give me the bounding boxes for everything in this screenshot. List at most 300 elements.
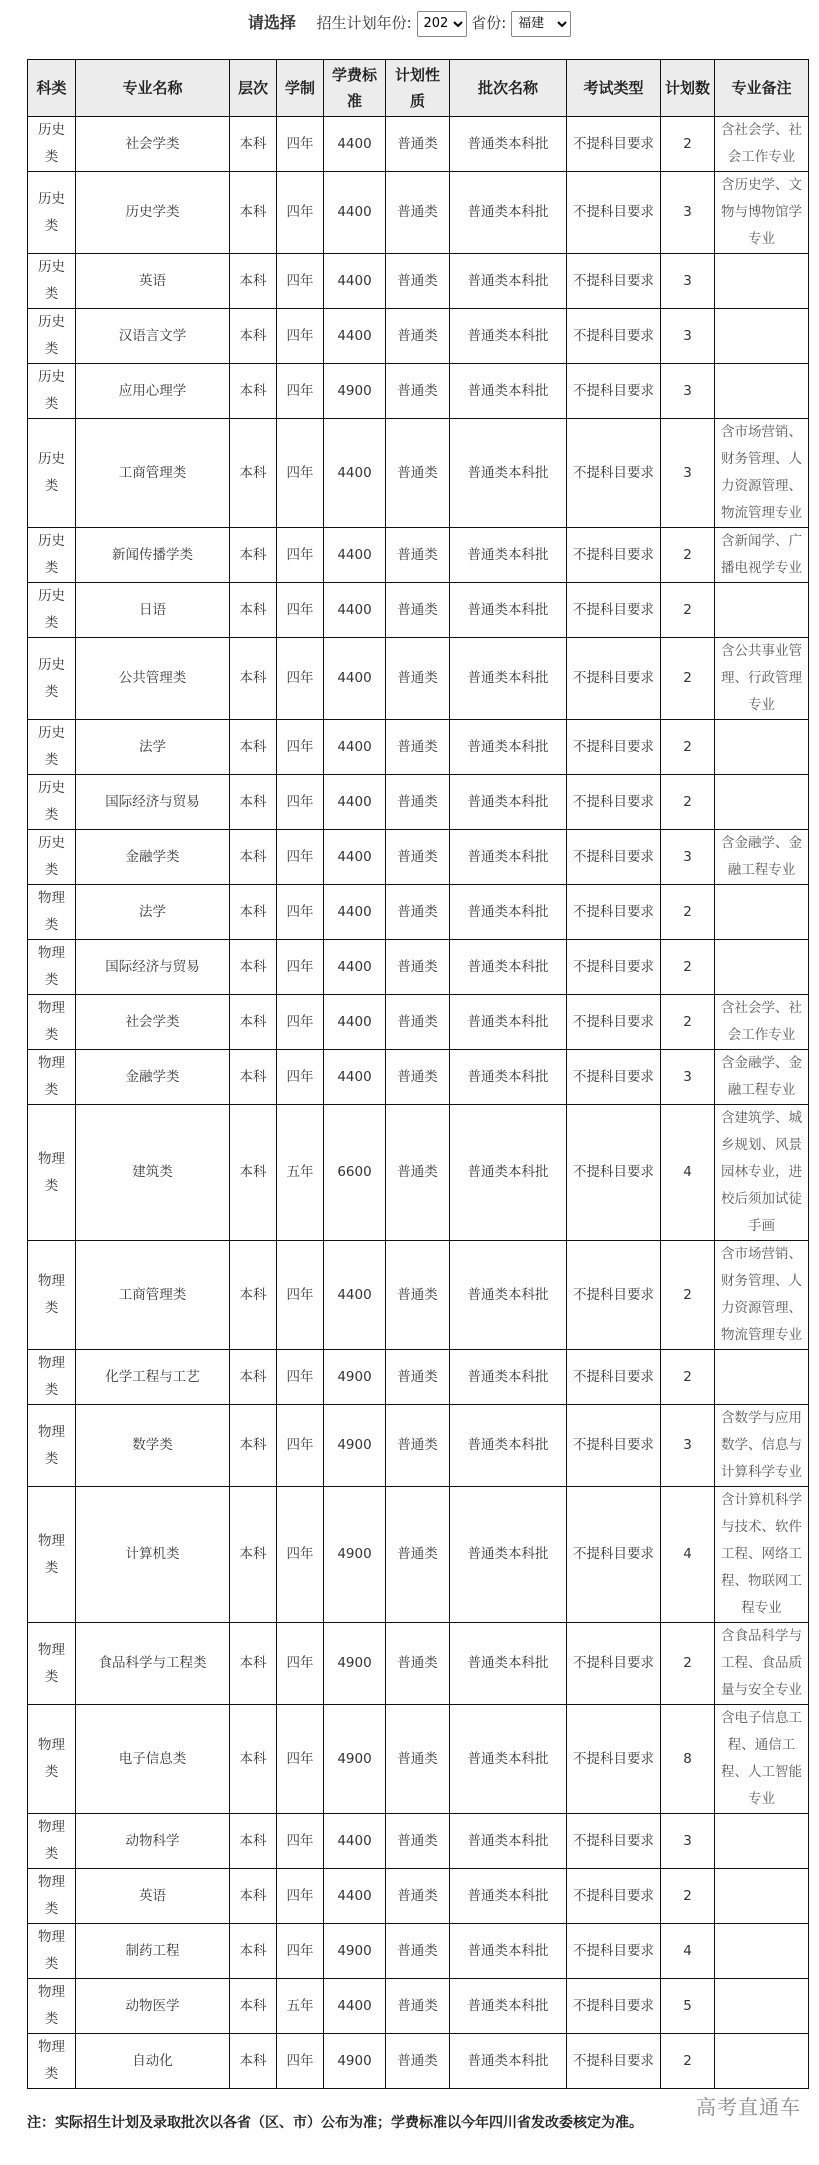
cell-major-name: 建筑类 — [76, 1105, 230, 1241]
cell-duration: 四年 — [277, 1924, 324, 1979]
cell-batch-name: 普通类本科批 — [450, 1241, 567, 1350]
cell-exam-type: 不提科目要求 — [567, 309, 661, 364]
cell-tuition: 4400 — [324, 528, 386, 583]
cell-plan-type: 普通类 — [386, 1814, 450, 1869]
cell-plan-count: 2 — [661, 1623, 715, 1705]
cell-major-notes: 含计算机科学与技术、软件工程、网络工程、物联网工程专业 — [715, 1487, 809, 1623]
cell-batch-name: 普通类本科批 — [450, 995, 567, 1050]
cell-subject-category: 物理类 — [28, 1924, 76, 1979]
cell-level: 本科 — [230, 1105, 277, 1241]
cell-subject-category: 历史类 — [28, 720, 76, 775]
cell-level: 本科 — [230, 1814, 277, 1869]
cell-tuition: 4400 — [324, 419, 386, 528]
cell-plan-count: 3 — [661, 419, 715, 528]
province-label: 省份: — [471, 14, 507, 32]
cell-plan-type: 普通类 — [386, 1869, 450, 1924]
cell-subject-category: 物理类 — [28, 940, 76, 995]
cell-major-notes: 含历史学、文物与博物馆学专业 — [715, 172, 809, 254]
cell-tuition: 4900 — [324, 1350, 386, 1405]
cell-batch-name: 普通类本科批 — [450, 638, 567, 720]
cell-batch-name: 普通类本科批 — [450, 1105, 567, 1241]
cell-plan-count: 3 — [661, 1814, 715, 1869]
table-row — [28, 309, 809, 364]
cell-plan-type: 普通类 — [386, 720, 450, 775]
cell-tuition: 4400 — [324, 172, 386, 254]
cell-duration: 四年 — [277, 1050, 324, 1105]
cell-major-name: 制药工程 — [76, 1924, 230, 1979]
cell-plan-count: 2 — [661, 1350, 715, 1405]
cell-subject-category: 物理类 — [28, 2034, 76, 2089]
cell-level: 本科 — [230, 995, 277, 1050]
cell-major-name: 电子信息类 — [76, 1705, 230, 1814]
cell-plan-count: 3 — [661, 830, 715, 885]
cell-batch-name: 普通类本科批 — [450, 117, 567, 172]
header-major-notes: 专业备注 — [715, 60, 809, 117]
cell-exam-type: 不提科目要求 — [567, 775, 661, 830]
cell-major-notes — [715, 1924, 809, 1979]
cell-batch-name: 普通类本科批 — [450, 1814, 567, 1869]
cell-level: 本科 — [230, 1924, 277, 1979]
cell-plan-count: 2 — [661, 720, 715, 775]
table-row — [28, 1924, 809, 1979]
cell-plan-type: 普通类 — [386, 940, 450, 995]
cell-tuition: 4400 — [324, 583, 386, 638]
header-tuition: 学费标准 — [324, 60, 386, 117]
table-row — [28, 172, 809, 254]
cell-level: 本科 — [230, 364, 277, 419]
enrollment-plan-table — [27, 59, 809, 2089]
cell-exam-type: 不提科目要求 — [567, 1405, 661, 1487]
cell-exam-type: 不提科目要求 — [567, 1241, 661, 1350]
cell-major-name: 英语 — [76, 1869, 230, 1924]
cell-major-notes — [715, 1869, 809, 1924]
cell-major-name: 国际经济与贸易 — [76, 940, 230, 995]
cell-subject-category: 物理类 — [28, 1350, 76, 1405]
cell-major-name: 动物医学 — [76, 1979, 230, 2034]
cell-level: 本科 — [230, 885, 277, 940]
cell-duration: 四年 — [277, 885, 324, 940]
header-subject-category: 科类 — [28, 60, 76, 117]
cell-major-name: 工商管理类 — [76, 419, 230, 528]
cell-plan-type: 普通类 — [386, 1705, 450, 1814]
table-row — [28, 583, 809, 638]
cell-subject-category: 历史类 — [28, 830, 76, 885]
cell-exam-type: 不提科目要求 — [567, 1350, 661, 1405]
cell-duration: 四年 — [277, 720, 324, 775]
cell-subject-category: 物理类 — [28, 1241, 76, 1350]
cell-exam-type: 不提科目要求 — [567, 1869, 661, 1924]
cell-duration: 四年 — [277, 1869, 324, 1924]
cell-plan-count: 4 — [661, 1924, 715, 1979]
cell-plan-count: 4 — [661, 1105, 715, 1241]
cell-plan-count: 2 — [661, 995, 715, 1050]
cell-subject-category: 物理类 — [28, 1979, 76, 2034]
cell-subject-category: 历史类 — [28, 528, 76, 583]
table-row — [28, 419, 809, 528]
cell-plan-type: 普通类 — [386, 364, 450, 419]
cell-major-notes — [715, 1350, 809, 1405]
cell-major-notes: 含社会学、社会工作专业 — [715, 117, 809, 172]
cell-major-notes: 含社会学、社会工作专业 — [715, 995, 809, 1050]
cell-exam-type: 不提科目要求 — [567, 1050, 661, 1105]
cell-exam-type: 不提科目要求 — [567, 1924, 661, 1979]
cell-tuition: 4400 — [324, 1979, 386, 2034]
cell-batch-name: 普通类本科批 — [450, 254, 567, 309]
table-row — [28, 1487, 809, 1623]
cell-major-name: 法学 — [76, 885, 230, 940]
cell-plan-type: 普通类 — [386, 830, 450, 885]
cell-subject-category: 物理类 — [28, 1405, 76, 1487]
cell-plan-type: 普通类 — [386, 1241, 450, 1350]
cell-level: 本科 — [230, 1623, 277, 1705]
cell-major-name: 自动化 — [76, 2034, 230, 2089]
cell-tuition: 4400 — [324, 1869, 386, 1924]
cell-duration: 四年 — [277, 940, 324, 995]
cell-level: 本科 — [230, 117, 277, 172]
cell-plan-type: 普通类 — [386, 172, 450, 254]
cell-subject-category: 历史类 — [28, 419, 76, 528]
cell-batch-name: 普通类本科批 — [450, 1623, 567, 1705]
table-row — [28, 1105, 809, 1241]
cell-plan-type: 普通类 — [386, 775, 450, 830]
cell-subject-category: 历史类 — [28, 775, 76, 830]
cell-duration: 四年 — [277, 1487, 324, 1623]
cell-level: 本科 — [230, 775, 277, 830]
cell-plan-type: 普通类 — [386, 1050, 450, 1105]
cell-plan-type: 普通类 — [386, 419, 450, 528]
cell-major-name: 工商管理类 — [76, 1241, 230, 1350]
cell-exam-type: 不提科目要求 — [567, 419, 661, 528]
table-row — [28, 1350, 809, 1405]
cell-exam-type: 不提科目要求 — [567, 254, 661, 309]
cell-tuition: 4900 — [324, 1924, 386, 1979]
cell-exam-type: 不提科目要求 — [567, 1105, 661, 1241]
cell-major-name: 金融学类 — [76, 830, 230, 885]
cell-duration: 四年 — [277, 638, 324, 720]
cell-tuition: 4400 — [324, 638, 386, 720]
cell-major-notes — [715, 254, 809, 309]
cell-major-name: 国际经济与贸易 — [76, 775, 230, 830]
cell-tuition: 4400 — [324, 309, 386, 364]
table-row — [28, 775, 809, 830]
cell-major-notes — [715, 885, 809, 940]
cell-tuition: 4900 — [324, 1705, 386, 1814]
table-row — [28, 117, 809, 172]
table-row — [28, 1405, 809, 1487]
cell-plan-type: 普通类 — [386, 254, 450, 309]
cell-exam-type: 不提科目要求 — [567, 1814, 661, 1869]
cell-plan-type: 普通类 — [386, 2034, 450, 2089]
cell-tuition: 4400 — [324, 775, 386, 830]
cell-batch-name: 普通类本科批 — [450, 885, 567, 940]
cell-subject-category: 历史类 — [28, 583, 76, 638]
cell-exam-type: 不提科目要求 — [567, 885, 661, 940]
cell-level: 本科 — [230, 528, 277, 583]
table-row — [28, 1979, 809, 2034]
cell-exam-type: 不提科目要求 — [567, 1487, 661, 1623]
cell-plan-count: 2 — [661, 2034, 715, 2089]
cell-duration: 五年 — [277, 1105, 324, 1241]
cell-subject-category: 物理类 — [28, 1623, 76, 1705]
cell-level: 本科 — [230, 720, 277, 775]
cell-plan-type: 普通类 — [386, 583, 450, 638]
cell-exam-type: 不提科目要求 — [567, 1979, 661, 2034]
cell-duration: 四年 — [277, 1705, 324, 1814]
cell-plan-type: 普通类 — [386, 1405, 450, 1487]
cell-batch-name: 普通类本科批 — [450, 2034, 567, 2089]
cell-major-notes: 含电子信息工程、通信工程、人工智能专业 — [715, 1705, 809, 1814]
cell-duration: 四年 — [277, 1241, 324, 1350]
cell-batch-name: 普通类本科批 — [450, 1405, 567, 1487]
cell-major-name: 数学类 — [76, 1405, 230, 1487]
cell-major-notes — [715, 1979, 809, 2034]
cell-plan-count: 2 — [661, 775, 715, 830]
cell-duration: 四年 — [277, 117, 324, 172]
cell-batch-name: 普通类本科批 — [450, 1050, 567, 1105]
cell-level: 本科 — [230, 940, 277, 995]
header-plan-type: 计划性质 — [386, 60, 450, 117]
cell-batch-name: 普通类本科批 — [450, 1487, 567, 1623]
cell-plan-count: 2 — [661, 638, 715, 720]
cell-major-notes — [715, 720, 809, 775]
cell-tuition: 4900 — [324, 2034, 386, 2089]
table-row — [28, 1241, 809, 1350]
cell-major-notes: 含数学与应用数学、信息与计算科学专业 — [715, 1405, 809, 1487]
cell-major-name: 社会学类 — [76, 117, 230, 172]
cell-tuition: 4400 — [324, 254, 386, 309]
cell-major-notes — [715, 1814, 809, 1869]
cell-level: 本科 — [230, 1487, 277, 1623]
table-row — [28, 1705, 809, 1814]
table-row — [28, 1623, 809, 1705]
cell-plan-type: 普通类 — [386, 309, 450, 364]
header-duration: 学制 — [277, 60, 324, 117]
province-select[interactable] — [511, 11, 571, 37]
cell-plan-type: 普通类 — [386, 1979, 450, 2034]
cell-batch-name: 普通类本科批 — [450, 1350, 567, 1405]
cell-major-notes: 含市场营销、财务管理、人力资源管理、物流管理专业 — [715, 419, 809, 528]
header-level: 层次 — [230, 60, 277, 117]
cell-level: 本科 — [230, 309, 277, 364]
cell-batch-name: 普通类本科批 — [450, 1705, 567, 1814]
table-row — [28, 254, 809, 309]
cell-duration: 四年 — [277, 254, 324, 309]
header-plan-count: 计划数 — [661, 60, 715, 117]
cell-exam-type: 不提科目要求 — [567, 117, 661, 172]
cell-subject-category: 历史类 — [28, 638, 76, 720]
cell-major-name: 日语 — [76, 583, 230, 638]
cell-level: 本科 — [230, 1350, 277, 1405]
cell-major-notes: 含新闻学、广播电视学专业 — [715, 528, 809, 583]
cell-major-name: 英语 — [76, 254, 230, 309]
cell-exam-type: 不提科目要求 — [567, 528, 661, 583]
table-row — [28, 940, 809, 995]
cell-duration: 四年 — [277, 309, 324, 364]
cell-tuition: 4400 — [324, 885, 386, 940]
cell-major-notes: 含公共事业管理、行政管理专业 — [715, 638, 809, 720]
cell-tuition: 4400 — [324, 117, 386, 172]
cell-duration: 五年 — [277, 1979, 324, 2034]
table-row — [28, 364, 809, 419]
cell-plan-type: 普通类 — [386, 995, 450, 1050]
year-select[interactable] — [417, 11, 467, 37]
cell-exam-type: 不提科目要求 — [567, 2034, 661, 2089]
cell-exam-type: 不提科目要求 — [567, 1623, 661, 1705]
cell-exam-type: 不提科目要求 — [567, 172, 661, 254]
cell-plan-count: 2 — [661, 1241, 715, 1350]
cell-subject-category: 物理类 — [28, 995, 76, 1050]
cell-tuition: 4400 — [324, 1814, 386, 1869]
cell-subject-category: 物理类 — [28, 1705, 76, 1814]
cell-plan-count: 2 — [661, 117, 715, 172]
cell-batch-name: 普通类本科批 — [450, 364, 567, 419]
cell-level: 本科 — [230, 172, 277, 254]
cell-subject-category: 物理类 — [28, 1814, 76, 1869]
cell-exam-type: 不提科目要求 — [567, 638, 661, 720]
cell-major-name: 动物科学 — [76, 1814, 230, 1869]
header-major-name: 专业名称 — [76, 60, 230, 117]
table-header-row — [28, 60, 809, 117]
cell-plan-count: 3 — [661, 254, 715, 309]
cell-tuition: 4900 — [324, 364, 386, 419]
cell-major-name: 新闻传播学类 — [76, 528, 230, 583]
cell-plan-type: 普通类 — [386, 1105, 450, 1241]
cell-duration: 四年 — [277, 419, 324, 528]
cell-subject-category: 历史类 — [28, 364, 76, 419]
cell-plan-count: 2 — [661, 940, 715, 995]
cell-plan-type: 普通类 — [386, 1623, 450, 1705]
cell-duration: 四年 — [277, 830, 324, 885]
cell-plan-count: 5 — [661, 1979, 715, 2034]
cell-duration: 四年 — [277, 1623, 324, 1705]
filter-bar — [0, 10, 819, 37]
footnote: 注：实际招生计划及录取批次以各省（区、市）公布为准；学费标准以今年四川省发改委核定为准。 — [27, 2115, 643, 2131]
table-row — [28, 2034, 809, 2089]
cell-duration: 四年 — [277, 2034, 324, 2089]
cell-level: 本科 — [230, 1241, 277, 1350]
cell-duration: 四年 — [277, 364, 324, 419]
cell-exam-type: 不提科目要求 — [567, 1705, 661, 1814]
cell-level: 本科 — [230, 638, 277, 720]
cell-major-name: 化学工程与工艺 — [76, 1350, 230, 1405]
cell-batch-name: 普通类本科批 — [450, 775, 567, 830]
filter-title: 请选择 — [247, 13, 296, 32]
cell-plan-type: 普通类 — [386, 638, 450, 720]
cell-level: 本科 — [230, 1050, 277, 1105]
cell-batch-name: 普通类本科批 — [450, 720, 567, 775]
cell-major-notes: 含市场营销、财务管理、人力资源管理、物流管理专业 — [715, 1241, 809, 1350]
cell-plan-count: 2 — [661, 528, 715, 583]
table-row — [28, 1814, 809, 1869]
cell-level: 本科 — [230, 583, 277, 638]
cell-subject-category: 历史类 — [28, 117, 76, 172]
cell-batch-name: 普通类本科批 — [450, 583, 567, 638]
cell-major-notes: 含金融学、金融工程专业 — [715, 1050, 809, 1105]
cell-tuition: 4400 — [324, 995, 386, 1050]
cell-plan-count: 8 — [661, 1705, 715, 1814]
cell-major-notes — [715, 583, 809, 638]
cell-level: 本科 — [230, 419, 277, 528]
cell-plan-count: 2 — [661, 1869, 715, 1924]
cell-major-name: 金融学类 — [76, 1050, 230, 1105]
cell-exam-type: 不提科目要求 — [567, 583, 661, 638]
cell-duration: 四年 — [277, 583, 324, 638]
cell-tuition: 4400 — [324, 1241, 386, 1350]
cell-batch-name: 普通类本科批 — [450, 528, 567, 583]
cell-major-name: 应用心理学 — [76, 364, 230, 419]
cell-duration: 四年 — [277, 172, 324, 254]
cell-duration: 四年 — [277, 1350, 324, 1405]
cell-major-notes: 含食品科学与工程、食品质量与安全专业 — [715, 1623, 809, 1705]
cell-tuition: 6600 — [324, 1105, 386, 1241]
cell-plan-type: 普通类 — [386, 528, 450, 583]
cell-tuition: 4400 — [324, 830, 386, 885]
cell-major-name: 法学 — [76, 720, 230, 775]
cell-exam-type: 不提科目要求 — [567, 940, 661, 995]
header-batch-name: 批次名称 — [450, 60, 567, 117]
cell-batch-name: 普通类本科批 — [450, 1979, 567, 2034]
cell-duration: 四年 — [277, 1405, 324, 1487]
cell-major-notes: 含金融学、金融工程专业 — [715, 830, 809, 885]
cell-subject-category: 历史类 — [28, 254, 76, 309]
cell-plan-count: 4 — [661, 1487, 715, 1623]
table-row — [28, 1050, 809, 1105]
cell-level: 本科 — [230, 254, 277, 309]
cell-level: 本科 — [230, 1705, 277, 1814]
cell-plan-count: 3 — [661, 1405, 715, 1487]
cell-exam-type: 不提科目要求 — [567, 995, 661, 1050]
cell-level: 本科 — [230, 830, 277, 885]
cell-tuition: 4900 — [324, 1623, 386, 1705]
cell-subject-category: 历史类 — [28, 309, 76, 364]
table-row — [28, 528, 809, 583]
cell-duration: 四年 — [277, 995, 324, 1050]
cell-major-notes: 含建筑学、城乡规划、风景园林专业，进校后须加试徒手画 — [715, 1105, 809, 1241]
cell-exam-type: 不提科目要求 — [567, 364, 661, 419]
cell-major-name: 社会学类 — [76, 995, 230, 1050]
cell-tuition: 4400 — [324, 1050, 386, 1105]
cell-duration: 四年 — [277, 528, 324, 583]
cell-tuition: 4900 — [324, 1405, 386, 1487]
cell-major-name: 食品科学与工程类 — [76, 1623, 230, 1705]
cell-tuition: 4400 — [324, 940, 386, 995]
cell-batch-name: 普通类本科批 — [450, 1924, 567, 1979]
cell-exam-type: 不提科目要求 — [567, 720, 661, 775]
cell-tuition: 4900 — [324, 1487, 386, 1623]
year-label: 招生计划年份: — [316, 14, 412, 32]
table-row — [28, 1869, 809, 1924]
cell-subject-category: 物理类 — [28, 885, 76, 940]
cell-major-notes — [715, 940, 809, 995]
cell-tuition: 4400 — [324, 720, 386, 775]
cell-plan-count: 3 — [661, 364, 715, 419]
cell-plan-type: 普通类 — [386, 1487, 450, 1623]
cell-level: 本科 — [230, 1869, 277, 1924]
table-row — [28, 638, 809, 720]
cell-major-notes — [715, 364, 809, 419]
cell-batch-name: 普通类本科批 — [450, 940, 567, 995]
cell-subject-category: 物理类 — [28, 1050, 76, 1105]
cell-plan-count: 3 — [661, 1050, 715, 1105]
cell-subject-category: 物理类 — [28, 1105, 76, 1241]
cell-plan-type: 普通类 — [386, 885, 450, 940]
cell-batch-name: 普通类本科批 — [450, 419, 567, 528]
cell-subject-category: 物理类 — [28, 1487, 76, 1623]
cell-plan-type: 普通类 — [386, 1350, 450, 1405]
cell-major-name: 汉语言文学 — [76, 309, 230, 364]
cell-duration: 四年 — [277, 1814, 324, 1869]
cell-plan-count: 3 — [661, 172, 715, 254]
